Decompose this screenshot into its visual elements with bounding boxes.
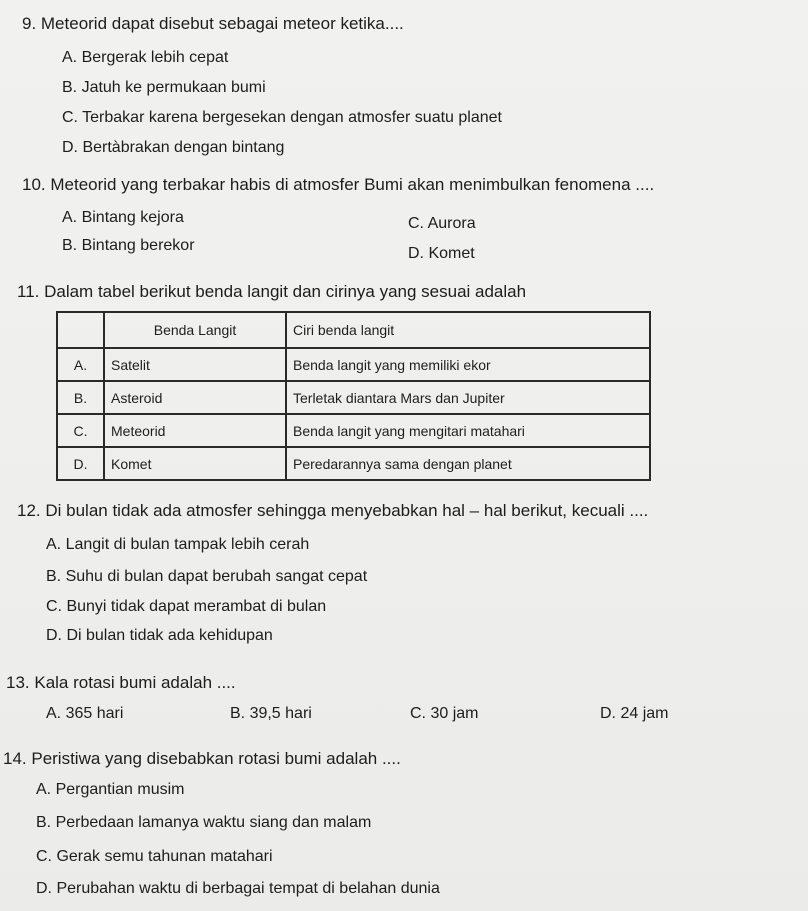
question-13-option-b: B. 39,5 hari bbox=[230, 705, 312, 722]
table-header-row bbox=[57, 312, 650, 348]
question-10-option-a: A. Bintang kejora bbox=[62, 209, 184, 226]
question-13-option-a: A. 365 hari bbox=[46, 705, 124, 722]
table-cell-trait: Benda langit yang memiliki ekor bbox=[286, 348, 650, 381]
question-9-option-b: B. Jatuh ke permukaan bumi bbox=[62, 79, 266, 96]
question-9-stem: 9. Meteorid dapat disebut sebagai meteor ketika.... bbox=[22, 14, 404, 33]
table-row bbox=[57, 348, 650, 381]
table-row bbox=[57, 447, 650, 480]
table-cell-letter: B. bbox=[57, 381, 104, 414]
table-cell-letter: D. bbox=[57, 447, 104, 480]
question-13-option-c: C. 30 jam bbox=[410, 705, 479, 722]
table-row bbox=[57, 414, 650, 447]
question-12-option-b: B. Suhu di bulan dapat berubah sangat cepat bbox=[46, 568, 368, 585]
question-10-stem: 10. Meteorid yang terbakar habis di atmosfer Bumi akan menimbulkan fenomena .... bbox=[22, 175, 655, 194]
table-header-name: Benda Langit bbox=[104, 312, 286, 348]
question-12-stem: 12. Di bulan tidak ada atmosfer sehingga menyebabkan hal – hal berikut, kecuali .... bbox=[17, 501, 649, 520]
question-14-option-d: D. Perubahan waktu di berbagai tempat di belahan dunia bbox=[36, 880, 440, 897]
question-11-stem: 11. Dalam tabel berikut benda langit dan cirinya yang sesuai adalah bbox=[17, 282, 527, 301]
question-12-option-c: C. Bunyi tidak dapat merambat di bulan bbox=[46, 598, 327, 615]
question-10-option-c: C. Aurora bbox=[408, 215, 476, 232]
question-10-option-b: B. Bintang berekor bbox=[62, 237, 195, 254]
question-14-stem: 14. Peristiwa yang disebabkan rotasi bumi adalah .... bbox=[3, 749, 401, 768]
table-cell-trait: Benda langit yang mengitari matahari bbox=[286, 414, 650, 447]
question-14-option-a: A. Pergantian musim bbox=[36, 781, 185, 798]
table-cell-trait: Terletak diantara Mars dan Jupiter bbox=[286, 381, 650, 414]
question-10-option-d: D. Komet bbox=[408, 245, 475, 262]
question-9-option-c: C. Terbakar karena bergesekan dengan atmosfer suatu planet bbox=[62, 109, 502, 126]
table-cell-name: Meteorid bbox=[104, 414, 286, 447]
question-9-option-a: A. Bergerak lebih cepat bbox=[62, 49, 229, 66]
question-9-option-d: D. Bertàbrakan dengan bintang bbox=[62, 139, 285, 156]
table-header-trait: Ciri benda langit bbox=[286, 312, 650, 348]
table-cell-trait: Peredarannya sama dengan planet bbox=[286, 447, 650, 480]
table-cell-letter: A. bbox=[57, 348, 104, 381]
question-12-option-d: D. Di bulan tidak ada kehidupan bbox=[46, 627, 273, 644]
question-14-option-c: C. Gerak semu tahunan matahari bbox=[36, 848, 273, 865]
question-13-stem: 13. Kala rotasi bumi adalah .... bbox=[6, 673, 236, 692]
table-header-letter bbox=[57, 312, 104, 348]
table-row bbox=[57, 381, 650, 414]
question-13-option-d: D. 24 jam bbox=[600, 705, 669, 722]
table-cell-name: Satelit bbox=[104, 348, 286, 381]
question-12-option-a: A. Langit di bulan tampak lebih cerah bbox=[46, 536, 310, 553]
question-14-option-b: B. Perbedaan lamanya waktu siang dan malam bbox=[36, 814, 372, 831]
question-11-table bbox=[56, 311, 651, 481]
table-cell-letter: C. bbox=[57, 414, 104, 447]
table-cell-name: Komet bbox=[104, 447, 286, 480]
table-cell-name: Asteroid bbox=[104, 381, 286, 414]
